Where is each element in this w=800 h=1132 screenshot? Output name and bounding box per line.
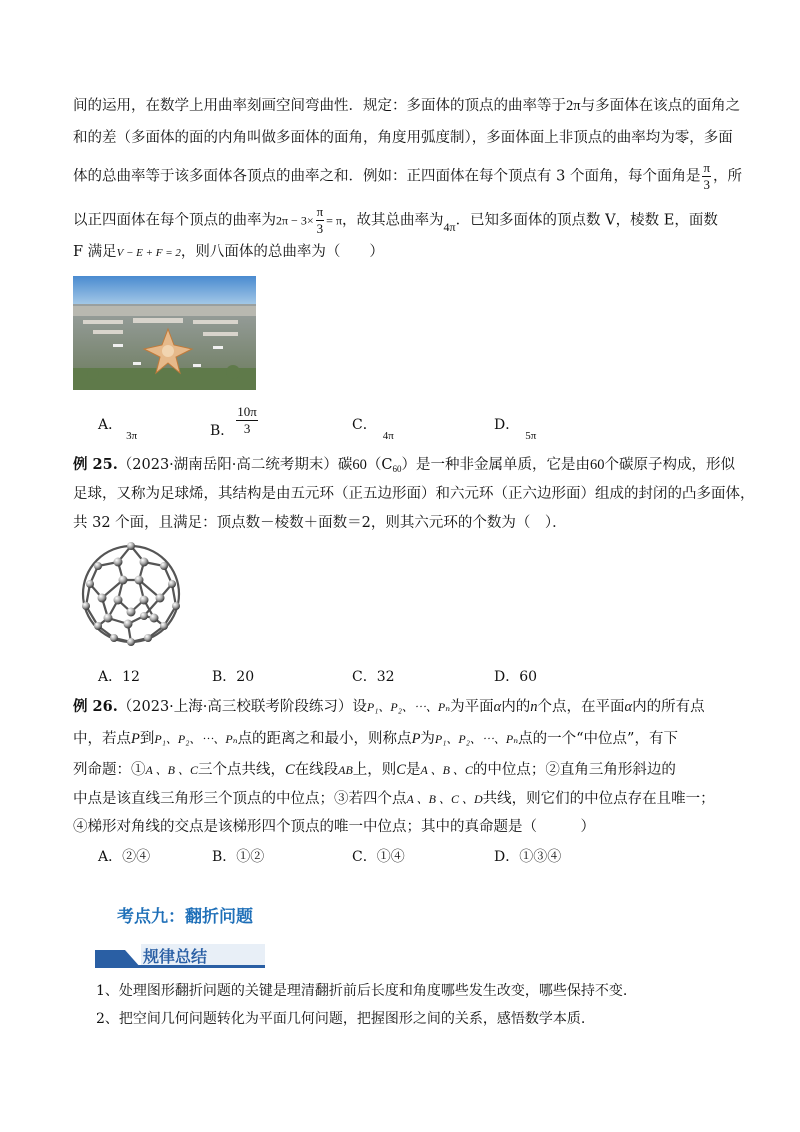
math-points: P₁、P₂、⋯、Pₙ bbox=[154, 732, 238, 746]
q25-text: ）是一种非金属单质，它是由 bbox=[401, 457, 591, 473]
q25-line-2 bbox=[73, 484, 755, 504]
q26-line-2 bbox=[73, 729, 678, 749]
example-number: 例 25. bbox=[73, 456, 118, 473]
math-abc: A 、B 、C bbox=[420, 763, 473, 777]
fraction-pi-over-3 bbox=[702, 160, 711, 193]
q25-line-1: 例 25.（2023·湖南岳阳·高二统考期末）碳$60(C_{60})$是一种非金属单质，它是由60个碳原子构成，形似 bbox=[73, 456, 736, 474]
option-value: 3π bbox=[126, 430, 138, 442]
intro-text: ，所 bbox=[713, 168, 743, 185]
q26-option-d[interactable]: D．①③④ bbox=[494, 849, 562, 865]
frac-num: 10π bbox=[237, 404, 257, 419]
intro-line-5 bbox=[73, 242, 384, 263]
math-points: P₁、P₂、⋯、Pₙ bbox=[366, 700, 451, 714]
q26-line-4 bbox=[73, 789, 715, 809]
frac-den: 3 bbox=[243, 421, 251, 436]
math-60: 60 bbox=[590, 457, 605, 473]
q26-text: 上，则 bbox=[352, 762, 397, 778]
q26-text: 中，若点 bbox=[73, 731, 131, 747]
fraction-pi-over-3 bbox=[316, 204, 325, 237]
fraction-10pi-over-3 bbox=[236, 404, 258, 437]
frac-den: 3 bbox=[316, 221, 324, 236]
math-alpha: α bbox=[493, 699, 502, 715]
q25-text: （2023·湖南岳阳·高二统考期末）碳 bbox=[117, 457, 353, 473]
frac-num: π bbox=[703, 160, 711, 175]
option-label: B． bbox=[210, 422, 235, 439]
q25-option-d[interactable]: D．60 bbox=[494, 669, 538, 685]
math-p: P bbox=[131, 731, 140, 747]
math-n: n bbox=[530, 699, 538, 715]
intro-line-1 bbox=[73, 96, 740, 116]
q26-text: 在线段 bbox=[294, 762, 339, 778]
math-curvature: = π bbox=[326, 213, 342, 228]
example-number: 例 26. bbox=[73, 698, 118, 715]
intro-line-3 bbox=[73, 160, 742, 193]
math-abc: A 、B 、C bbox=[145, 763, 198, 777]
math-60: 60 bbox=[352, 457, 367, 473]
option-value: 5π bbox=[525, 430, 537, 442]
fullerene-image bbox=[78, 540, 184, 648]
q26-option-a[interactable]: A．②④ bbox=[98, 849, 151, 865]
intro-text: ，则八面体的总曲率为（ ） bbox=[180, 244, 384, 260]
q25-option-b[interactable]: B．20 bbox=[212, 669, 255, 685]
q26-line-5 bbox=[73, 817, 595, 837]
option-value: 4π bbox=[382, 430, 394, 442]
q26-text: 内的 bbox=[501, 699, 531, 715]
intro-text: ．已知多面体的顶点数 V，棱数 E，面数 bbox=[455, 212, 718, 229]
q26-text: 为 bbox=[420, 731, 435, 747]
q25-text: 足球，又称为足球烯，其结构是由五元环（正五边形面）和六元环（正六边形面）组成的封闭的凸多面体， bbox=[73, 486, 755, 502]
math-alpha: α bbox=[624, 699, 633, 715]
intro-text: 间的运用，在数学上用曲率刻画空间弯曲性．规定：多面体的顶点的曲率等于 bbox=[73, 98, 566, 114]
math-ab: AB bbox=[338, 763, 353, 777]
q25-option-a[interactable]: A．12 bbox=[98, 669, 140, 685]
q26-text: 内的所有点 bbox=[632, 699, 705, 715]
q26-text: 点的一个“中位点”，有下 bbox=[518, 731, 678, 747]
intro-text: 与多面体在该点的面角之 bbox=[580, 98, 741, 114]
option-label: A． bbox=[98, 417, 123, 433]
q26-text: 列命题：① bbox=[73, 762, 146, 778]
math-abcd: A 、B 、C 、D bbox=[406, 792, 483, 806]
math-2pi: 2π bbox=[566, 98, 581, 114]
math-euler: V − E + F = 2 bbox=[116, 247, 181, 259]
frac-num: π bbox=[316, 204, 324, 219]
q26-option-b[interactable]: B．①② bbox=[212, 849, 265, 865]
math-p: P bbox=[411, 731, 421, 747]
option-label: D． bbox=[494, 417, 520, 433]
q25-text: 个碳原子构成，形似 bbox=[604, 457, 736, 473]
intro-line-4 bbox=[73, 204, 718, 237]
math-c: C bbox=[396, 762, 406, 778]
intro-text: F 满足 bbox=[73, 244, 117, 260]
q26-text: 三个点共线， bbox=[197, 762, 285, 778]
summary-banner-label: 规律总结 bbox=[143, 947, 208, 966]
q25-text: 共 32 个面，且满足：顶点数－棱数＋面数＝2，则其六元环的个数为（ ）． bbox=[73, 515, 567, 531]
math-points: P₁、P₂、⋯、Pₙ bbox=[434, 732, 519, 746]
q26-text: （2023·上海·高三校联考阶段练习）设 bbox=[117, 699, 367, 715]
intro-line-2 bbox=[73, 128, 733, 148]
q26-option-c[interactable]: C．①④ bbox=[352, 849, 405, 865]
airport-photo bbox=[73, 276, 256, 390]
q26-text: ④梯形对角线的交点是该梯形四个顶点的唯一中位点；其中的真命题是（ ） bbox=[73, 819, 595, 835]
intro-text: 以正四面体在每个顶点的曲率为 bbox=[73, 212, 276, 229]
option-label: C． bbox=[352, 417, 377, 433]
q26-text: 点的距离之和最小，则称点 bbox=[237, 731, 412, 747]
summary-point-2: 2、把空间几何问题转化为平面几何问题，把握图形之间的关系，感悟数学本质. bbox=[96, 1011, 586, 1027]
math-c: C bbox=[284, 762, 295, 778]
q26-text: 个点，在平面 bbox=[537, 699, 625, 715]
q25-line-3 bbox=[73, 513, 567, 533]
option-b[interactable] bbox=[210, 404, 260, 437]
q26-text: 中点是该直线三角形三个顶点的中位点；③若四个点 bbox=[73, 791, 407, 807]
frac-den: 3 bbox=[703, 177, 710, 192]
intro-text: 体的总曲率等于该多面体各顶点的曲率之和．例如：正四面体在每个顶点有 3 个面角，每个面角是 bbox=[73, 168, 701, 185]
q25-option-c[interactable]: C．32 bbox=[352, 669, 395, 685]
section-title: 考点九：翻折问题 bbox=[117, 907, 253, 927]
q26-line-1 bbox=[73, 697, 705, 717]
q26-line-3 bbox=[73, 760, 676, 780]
q25-text: （C bbox=[366, 457, 393, 473]
summary-point-1: 1、处理图形翻折问题的关键是理清翻折前后长度和角度哪些发生改变，哪些保持不变. bbox=[96, 983, 628, 999]
q26-text: 的中位点；②直角三角形斜边的 bbox=[472, 762, 676, 778]
q26-text: 是 bbox=[405, 762, 421, 778]
q26-text: 共线，则它们的中位点存在且唯一； bbox=[482, 791, 715, 807]
q26-text: 为平面 bbox=[450, 699, 494, 715]
math-4pi: 4π bbox=[443, 219, 456, 234]
intro-text: ，故其总曲率为 bbox=[342, 212, 444, 229]
intro-text: 和的差（多面体的面的内角叫做多面体的面角，角度用弧度制），多面体面上非顶点的曲率均为零，多面 bbox=[73, 130, 733, 146]
math-curvature: 2π − 3× bbox=[276, 213, 314, 228]
q26-text: 到 bbox=[139, 731, 155, 747]
